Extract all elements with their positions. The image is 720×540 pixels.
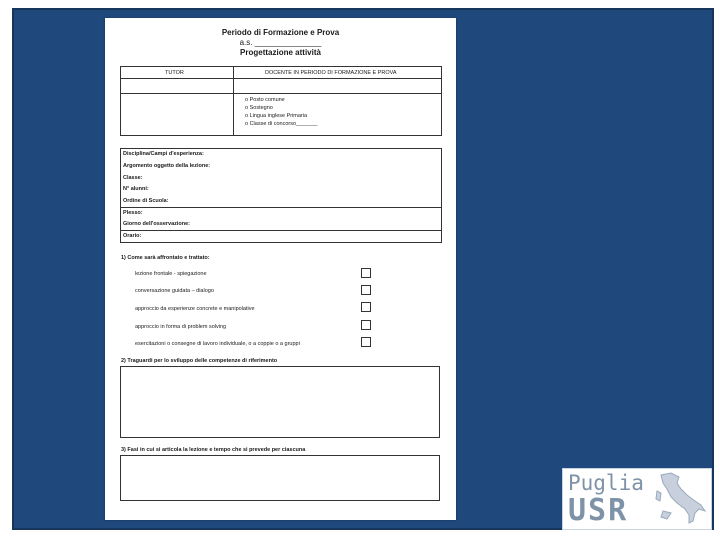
column-tutor: TUTOR xyxy=(165,70,184,76)
checkbox-esercitazioni[interactable] xyxy=(361,337,371,347)
section3-answer-box[interactable] xyxy=(120,455,440,501)
italy-map-icon xyxy=(655,471,709,527)
checkbox-lezione-frontale[interactable] xyxy=(361,268,371,278)
field-giorno: Giorno dell'osservazione: xyxy=(123,221,191,227)
document-subtitle: Progettazione attività xyxy=(240,48,321,57)
checkbox-problem-solving[interactable] xyxy=(361,320,371,330)
method-item: conversazione guidata – dialogo xyxy=(135,288,214,294)
field-disciplina: Disciplina/Campi d'esperienza: xyxy=(123,151,204,157)
school-year-label: a.s. _______________ xyxy=(239,38,322,47)
section1-heading: 1) Come sarà affrontato e trattato: xyxy=(121,255,210,261)
section2-heading: 2) Traguardi per lo sviluppo delle competenze di riferimento xyxy=(121,358,278,364)
option-lingua-inglese: o Lingua inglese Primaria xyxy=(245,113,308,119)
column-docente: DOCENTE IN PERIODO DI FORMAZIONE E PROVA xyxy=(265,70,397,76)
field-ordine-scuola: Ordine di Scuola: xyxy=(123,198,169,204)
puglia-usr-logo xyxy=(562,468,712,530)
method-item: esercitazioni o consegne di lavoro individuale, o a coppie o a gruppi xyxy=(135,341,300,347)
section3-heading: 3) Fasi in cui si articola la lezione e tempo che si prevede per ciascuna xyxy=(121,447,306,453)
logo-line-usr: USR xyxy=(568,493,629,528)
option-posto-comune: o Posto comune xyxy=(245,97,285,103)
field-numero-alunni: N° alunni: xyxy=(123,186,149,192)
checkbox-conversazione[interactable] xyxy=(361,285,371,295)
field-argomento: Argomento oggetto della lezione: xyxy=(123,163,211,169)
field-plesso: Plesso: xyxy=(123,210,143,216)
field-classe: Classe: xyxy=(123,175,143,181)
option-sostegno: o Sostegno xyxy=(245,105,273,111)
checkbox-esperienze[interactable] xyxy=(361,302,371,312)
method-item: approccio da esperienze concrete e manipolative xyxy=(135,306,255,312)
document-title: Periodo di Formazione e Prova xyxy=(221,28,340,37)
field-orario: Orario: xyxy=(123,233,142,239)
section2-answer-box[interactable] xyxy=(120,366,440,438)
method-item: lezione frontale - spiegazione xyxy=(135,271,207,277)
logo-line-puglia: Puglia xyxy=(568,471,644,495)
method-item: approccio in forma di problem solving xyxy=(135,324,227,330)
option-classe-concorso: o Classe di concorso_______ xyxy=(245,121,318,127)
document-page xyxy=(105,18,456,520)
